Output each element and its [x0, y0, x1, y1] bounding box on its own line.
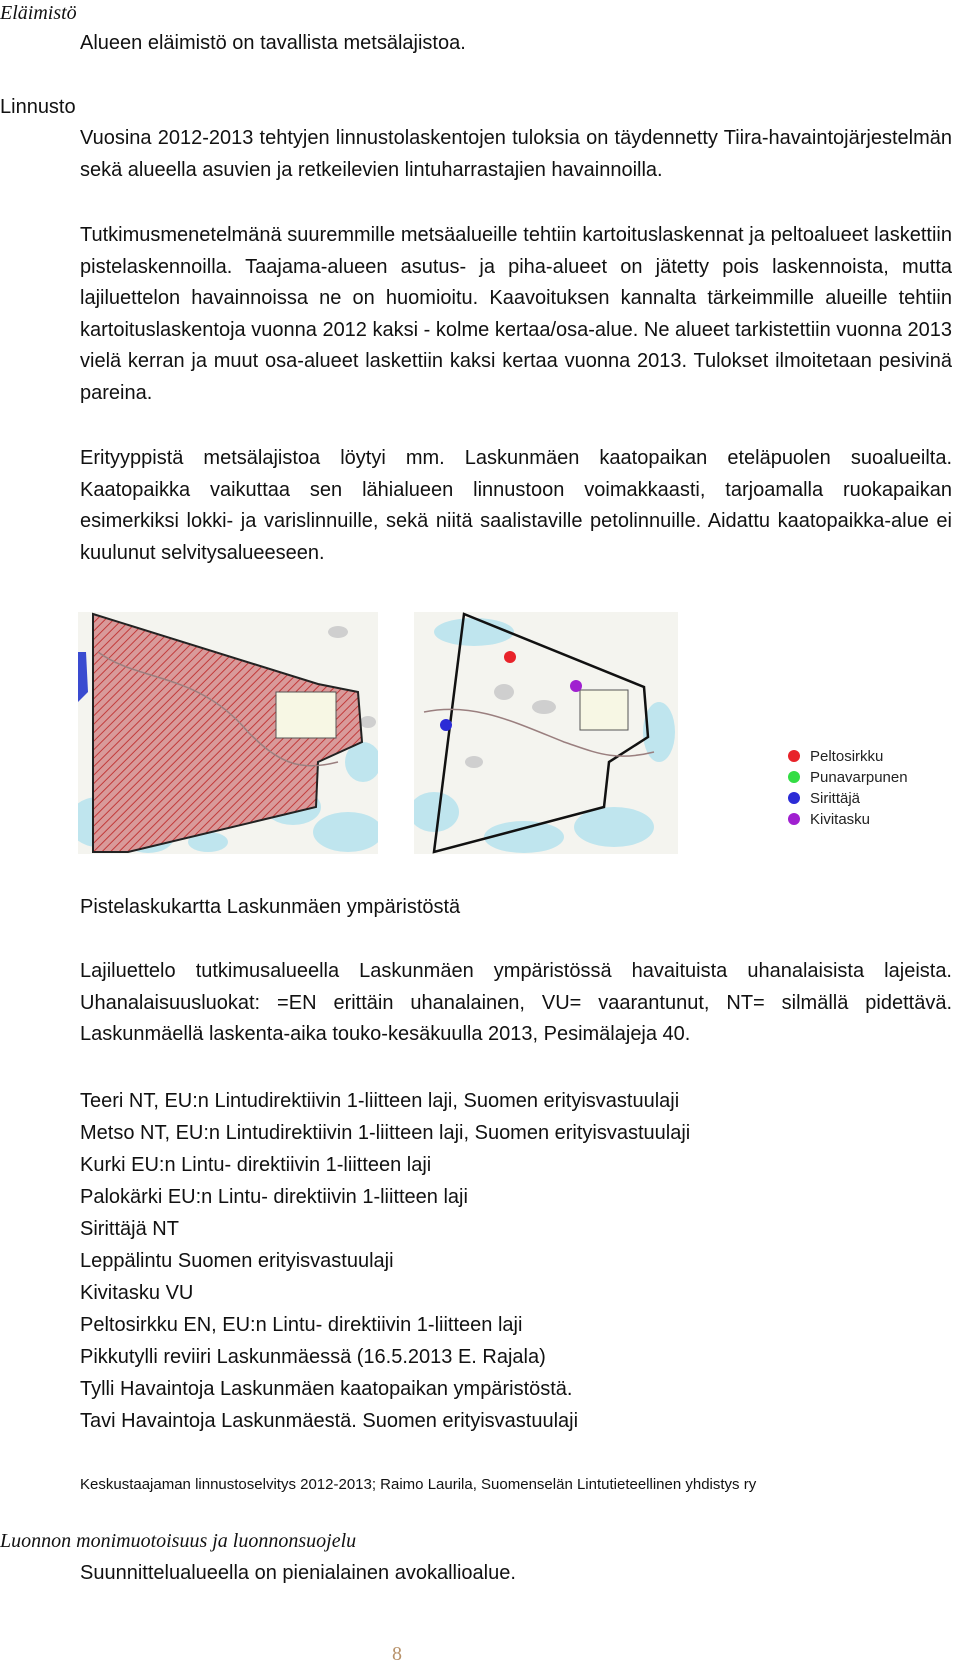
- legend-item: [782, 790, 860, 808]
- list-item: Leppälintu Suomen erityisvastuulaji: [80, 1250, 394, 1272]
- list-item: Tylli Havaintoja Laskunmäen kaatopaikan ympäristöstä.: [80, 1378, 573, 1400]
- legend-label: Peltosirkku: [810, 748, 884, 765]
- birds-paragraph-1-text: Vuosina 2012-2013 tehtyjen linnustolaskentojen tuloksia on täydennetty Tiira-havaintojärjestelmän sekä alueella asuvien ja retkeilevien lintuharrastajien havainnoilla.: [80, 127, 952, 181]
- list-item: Metso NT, EU:n Lintudirektiivin 1-liitteen laji, Suomen erityisvastuulaji: [80, 1122, 691, 1144]
- list-item: Kurki EU:n Lintu- direktiivin 1-liitteen laji: [80, 1154, 432, 1176]
- red-dot-icon: [788, 750, 800, 762]
- list-item: Kivitasku VU: [80, 1282, 194, 1304]
- list-item: Pikkutylli reviiri Laskunmäessä (16.5.2013 E. Rajala): [80, 1346, 546, 1368]
- heading-luonnon-monimuotoisuus: Luonnon monimuotoisuus ja luonnonsuojelu: [0, 1530, 357, 1552]
- birds-paragraph-2-text: Tutkimusmenetelmänä suuremmille metsäalueille tehtiin kartoituslaskennat ja peltoalueet laskettiin pistelaskennoilla. Taajama-alueen asutus- ja piha-alueet on jätetty pois laskennoista, mutta lajiluettelon havainnoissa ne on huomioitu. Kaavoituksen kannalta tärkeimmille alueille tehtiin kartoituslaskentoja vuonna 2012 kaksi - kolme kertaa/osa-alue. Ne alueet tarkistettiin vuonna 2013 vielä kerran ja muut osa-alueet laskettiin kaksi kertaa vuonna 2013. Tulokset ilmoitetaan pesivinä pareina.: [80, 224, 952, 404]
- legend-label: Kivitasku: [810, 811, 871, 828]
- birds-paragraph-1: [80, 123, 952, 186]
- page-number: 8: [392, 1643, 402, 1665]
- species-intro-text: Lajiluettelo tutkimusalueella Laskunmäen ympäristössä havaituista uhanalaisista lajeista. Uhanalaisuusluokat: =EN erittäin uhanalainen, VU= vaarantunut, NT= silmällä pidettävä. Laskunmäellä laskenta-aika touko-kesäkuulla 2013, Pesimälajeja 40.: [80, 960, 952, 1046]
- species-intro: [80, 956, 952, 1051]
- legend-item: [782, 811, 870, 829]
- birds-paragraph-2: [80, 220, 952, 410]
- map-caption: Pistelaskukartta Laskunmäen ympäristöstä: [80, 896, 461, 918]
- heading-elaimisto: Eläimistö: [0, 2, 77, 24]
- birds-paragraph-3-text: Erityyppistä metsälajistoa löytyi mm. Laskunmäen kaatopaikan eteläpuolen suoalueilta. Kaatopaikka vaikuttaa sen lähialueen linnustoon voimakkaasti, tarjoamalla ruokapaikan esimerkiksi lokki- ja varislinnuille, sekä niitä saalistaville petolinnuille. Aidattu kaatopaikka-alue ei kuulunut selvitysalueeseen.: [80, 447, 952, 564]
- heading-linnusto: Linnusto: [0, 96, 76, 118]
- source-citation: Keskustaajaman linnustoselvitys 2012-2013; Raimo Laurila, Suomenselän Lintutieteellinen yhdistys ry: [80, 1476, 757, 1493]
- list-item: Sirittäjä NT: [80, 1218, 179, 1240]
- list-item: Palokärki EU:n Lintu- direktiivin 1-liitteen laji: [80, 1186, 468, 1208]
- blue-dot-icon: [788, 792, 800, 804]
- green-dot-icon: [788, 771, 800, 783]
- legend-label: Punavarpunen: [810, 769, 908, 786]
- list-item: Peltosirkku EN, EU:n Lintu- direktiivin 1-liitteen laji: [80, 1314, 523, 1336]
- legend-label: Sirittäjä: [810, 790, 861, 807]
- list-item: Teeri NT, EU:n Lintudirektiivin 1-liitteen laji, Suomen erityisvastuulaji: [80, 1090, 680, 1112]
- birds-paragraph-3: [80, 443, 952, 569]
- fauna-text: Alueen eläimistö on tavallista metsälajistoa.: [80, 32, 466, 54]
- list-item: Tavi Havaintoja Laskunmäestä. Suomen erityisvastuulaji: [80, 1410, 579, 1432]
- survey-area-map: [78, 612, 378, 854]
- point-count-map: [414, 612, 678, 854]
- legend-item: [782, 748, 883, 766]
- species-list: [80, 1085, 690, 1437]
- nature-text: Suunnittelualueella on pienialainen avokallioalue.: [80, 1562, 516, 1584]
- purple-dot-icon: [788, 813, 800, 825]
- legend-item: [782, 769, 908, 787]
- map-legend: [782, 746, 924, 844]
